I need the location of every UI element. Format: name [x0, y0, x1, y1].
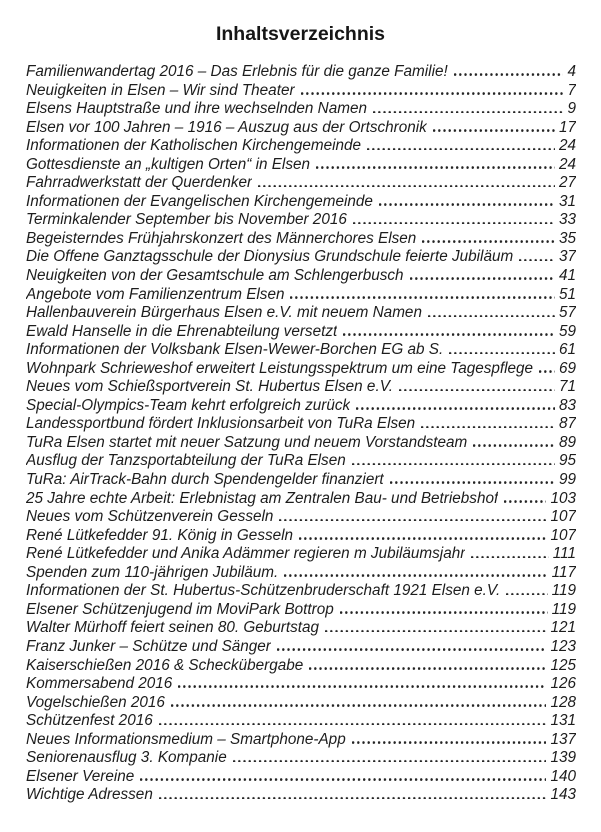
dot-leader: [159, 722, 547, 726]
toc-entry-title: Kaiserschießen 2016 & Scheckübergabe: [26, 656, 304, 674]
toc-entry-title: Terminkalender September bis November 2016: [26, 211, 347, 229]
toc-entry-row: [26, 675, 576, 694]
dot-leader: [399, 388, 555, 392]
toc-entry-page-number: 71: [558, 378, 576, 396]
toc-entry-page-number: 121: [550, 619, 576, 637]
toc-entry-row: [26, 786, 576, 805]
toc-entry-page-number: 27: [558, 174, 576, 192]
toc-entry-row: [26, 100, 576, 119]
toc-entry-row: [26, 286, 576, 305]
toc-entry-row: [26, 211, 576, 230]
toc-entry-title: Elsener Schützenjugend im MoviPark Bottrop: [26, 600, 334, 618]
toc-entry-page-number: 125: [550, 656, 576, 674]
toc-entry-title: TuRa: AirTrack-Bahn durch Spendengelder finanziert: [26, 471, 384, 489]
toc-entry-title: Neues vom Schießsportverein St. Hubertus Elsen e.V.: [26, 378, 394, 396]
dot-leader: [290, 295, 555, 299]
toc-entry-title: TuRa Elsen startet mit neuer Satzung und neuem Vorstandsteam: [26, 433, 468, 451]
toc-entry-row: [26, 267, 576, 286]
toc-entry-title: Informationen der St. Hubertus-Schützenbruderschaft 1921 Elsen e.V.: [26, 582, 501, 600]
toc-entry-page-number: 17: [558, 118, 576, 136]
toc-entry-title: Special-Olympics-Team kehrt erfolgreich zurück: [26, 396, 351, 414]
toc-entry-row: [26, 712, 576, 731]
dot-leader: [504, 499, 546, 503]
toc-entry-row: [26, 323, 576, 342]
toc-entry-title: Elsens Hauptstraße und ihre wechselnden Namen: [26, 100, 367, 118]
toc-entry-page-number: 119: [551, 582, 576, 600]
toc-entry-page-number: 107: [550, 526, 576, 544]
toc-entry-title: Familienwandertag 2016 – Das Erlebnis für die ganze Familie!: [26, 63, 448, 80]
toc-entry-row: [26, 360, 576, 379]
toc-entry-row: [26, 657, 576, 676]
toc-entry-page-number: 24: [558, 137, 576, 155]
toc-entry-row: [26, 582, 576, 601]
dot-leader: [316, 165, 555, 169]
toc-entry-page-number: 4: [567, 63, 576, 80]
dot-leader: [159, 796, 547, 800]
toc-entry-row: [26, 415, 576, 434]
toc-entry-row: [26, 137, 576, 156]
toc-entry-page-number: 139: [550, 749, 576, 767]
dot-leader: [301, 91, 564, 95]
toc-entry-title: René Lütkefedder und Anika Adämmer regieren m Jubiläumsjahr: [26, 545, 466, 563]
toc-entry-page-number: 111: [552, 545, 576, 563]
page-title: Inhaltsverzeichnis: [215, 23, 386, 45]
toc-entry-page-number: 31: [558, 192, 576, 210]
toc-entry-page-number: 33: [558, 211, 576, 229]
toc-entry-row: [26, 452, 576, 471]
dot-leader: [471, 555, 548, 559]
toc-entry-row: [26, 619, 576, 638]
toc-entry-row: [26, 304, 576, 323]
dot-leader: [473, 443, 555, 447]
toc-entry-page-number: 87: [558, 415, 576, 433]
dot-leader: [284, 573, 547, 577]
toc-entry-row: [26, 378, 576, 397]
toc-entry-title: René Lütkefedder 91. König in Gesseln: [26, 526, 294, 544]
dot-leader: [178, 684, 546, 688]
toc-entry-row: [26, 490, 576, 509]
toc-entry-title: Elsener Vereine: [26, 767, 135, 785]
dot-leader: [340, 610, 548, 614]
toc-entry-title: Neuigkeiten in Elsen – Wir sind Theater: [26, 81, 295, 99]
dot-leader: [428, 314, 555, 318]
dot-leader: [258, 184, 555, 188]
toc-entry-row: [26, 768, 576, 787]
dot-leader: [299, 536, 546, 540]
dot-leader: [454, 72, 564, 76]
toc-entry-page-number: 143: [550, 786, 576, 804]
toc-entry-page-number: 35: [558, 229, 576, 247]
toc-entry-page-number: 83: [558, 396, 576, 414]
toc-entry-page-number: 37: [558, 248, 576, 266]
toc-list: [26, 63, 576, 805]
toc-entry-row: [26, 694, 576, 713]
dot-leader: [379, 202, 555, 206]
toc-entry-page-number: 7: [567, 81, 576, 99]
toc-entry-title: Die Offene Ganztagsschule der Dionysius Grundschule feierte Jubiläum: [26, 248, 514, 266]
dot-leader: [422, 239, 555, 243]
dot-leader: [367, 147, 555, 151]
toc-entry-title: Neuigkeiten von der Gesamtschule am Schlengerbusch: [26, 267, 404, 285]
toc-entry-page-number: 117: [551, 563, 576, 581]
toc-entry-row: [26, 230, 576, 249]
toc-entry-title: Wohnpark Schrieweshof erweitert Leistungsspektrum um eine Tagespflege: [26, 359, 534, 377]
dot-leader: [309, 666, 546, 670]
toc-entry-page-number: 57: [558, 304, 576, 322]
toc-entry-page-number: 107: [550, 508, 576, 526]
toc-entry-row: [26, 638, 576, 657]
toc-entry-row: [26, 193, 576, 212]
dot-leader: [410, 276, 555, 280]
toc-entry-title: Wichtige Adressen: [26, 786, 153, 804]
toc-entry-page-number: 89: [558, 433, 576, 451]
toc-entry-row: [26, 471, 576, 490]
toc-entry-title: Ewald Hanselle in die Ehrenabteilung versetzt: [26, 322, 338, 340]
dot-leader: [233, 759, 547, 763]
dot-leader: [325, 629, 546, 633]
toc-entry-page-number: 119: [551, 600, 576, 618]
toc-entry-row: [26, 731, 576, 750]
dot-leader: [539, 369, 555, 373]
toc-entry-title: Franz Junker – Schütze und Sänger: [26, 637, 271, 655]
dot-leader: [277, 647, 547, 651]
toc-entry-title: Ausflug der Tanzsportabteilung der TuRa Elsen: [26, 452, 346, 470]
dot-leader: [390, 480, 555, 484]
toc-entry-title: Neues vom Schützenverein Gesseln: [26, 508, 274, 526]
toc-entry-page-number: 123: [550, 637, 576, 655]
dot-leader: [449, 351, 555, 355]
toc-entry-page-number: 59: [558, 322, 576, 340]
toc-entry-row: [26, 341, 576, 360]
dot-leader: [352, 462, 555, 466]
toc-entry-row: [26, 63, 576, 82]
dot-leader: [506, 592, 547, 596]
dot-leader: [140, 777, 546, 781]
dot-leader: [433, 128, 555, 132]
toc-entry-page-number: 9: [567, 100, 576, 118]
toc-entry-title: Gottesdienste an „kultigen Orten“ in Elsen: [26, 155, 310, 173]
dot-leader: [171, 703, 547, 707]
dot-leader: [421, 425, 555, 429]
toc-entry-title: Informationen der Katholischen Kirchengemeinde: [26, 137, 362, 155]
toc-entry-row: [26, 508, 576, 527]
toc-entry-page-number: 137: [550, 730, 576, 748]
toc-entry-row: [26, 434, 576, 453]
toc-entry-row: [26, 564, 576, 583]
dot-leader: [353, 221, 555, 225]
toc-entry-row: [26, 248, 576, 267]
toc-entry-title: 25 Jahre echte Arbeit: Erlebnistag am Zentralen Bau- und Betriebshof: [26, 489, 499, 507]
toc-entry-row: [26, 601, 576, 620]
toc-entry-row: [26, 527, 576, 546]
toc-entry-title: Informationen der Volksbank Elsen-Wewer-Borchen EG ab S.: [26, 341, 444, 359]
toc-entry-title: Vogelschießen 2016: [26, 693, 165, 711]
toc-entry-row: [26, 119, 576, 138]
toc-entry-title: Fahrradwerkstatt der Querdenker: [26, 174, 253, 192]
toc-entry-title: Elsen vor 100 Jahren – 1916 – Auszug aus der Ortschronik: [26, 118, 427, 136]
toc-entry-title: Begeisterndes Frühjahrskonzert des Männerchores Elsen: [26, 229, 417, 247]
dot-leader: [519, 258, 555, 262]
toc-entry-row: [26, 156, 576, 175]
toc-entry-page-number: 103: [550, 489, 576, 507]
toc-entry-title: Spenden zum 110-jährigen Jubiläum.: [26, 563, 279, 581]
toc-entry-row: [26, 82, 576, 101]
toc-entry-page-number: 61: [558, 341, 576, 359]
toc-entry-title: Seniorenausflug 3. Kompanie: [26, 749, 227, 767]
toc-entry-title: Informationen der Evangelischen Kirchengemeinde: [26, 192, 373, 210]
toc-entry-title: Walter Mürhoff feiert seinen 80. Geburtstag: [26, 619, 320, 637]
dot-leader: [279, 518, 546, 522]
toc-entry-title: Hallenbauverein Bürgerhaus Elsen e.V. mit neuem Namen: [26, 304, 422, 322]
toc-entry-page-number: 69: [558, 359, 576, 377]
toc-entry-title: Landessportbund fördert Inklusionsarbeit von TuRa Elsen: [26, 415, 416, 433]
toc-entry-page-number: 95: [558, 452, 576, 470]
toc-entry-page-number: 131: [550, 712, 576, 730]
toc-entry-title: Schützenfest 2016: [26, 712, 153, 730]
toc-entry-page-number: 24: [558, 155, 576, 173]
dot-leader: [343, 332, 555, 336]
toc-entry-title: Angebote vom Familienzentrum Elsen: [26, 285, 285, 303]
toc-entry-row: [26, 397, 576, 416]
toc-entry-page-number: 99: [558, 471, 576, 489]
toc-entry-title: Neues Informationsmedium – Smartphone-App: [26, 730, 346, 748]
dot-leader: [352, 740, 547, 744]
toc-entry-page-number: 126: [550, 675, 576, 693]
toc-entry-title: Kommersabend 2016: [26, 675, 173, 693]
dot-leader: [356, 406, 555, 410]
toc-entry-row: [26, 749, 576, 768]
toc-entry-row: [26, 545, 576, 564]
toc-entry-page-number: 51: [558, 285, 576, 303]
toc-entry-page-number: 41: [558, 267, 576, 285]
dot-leader: [373, 110, 564, 114]
toc-entry-page-number: 140: [550, 767, 576, 785]
toc-entry-row: [26, 174, 576, 193]
toc-entry-page-number: 128: [550, 693, 576, 711]
